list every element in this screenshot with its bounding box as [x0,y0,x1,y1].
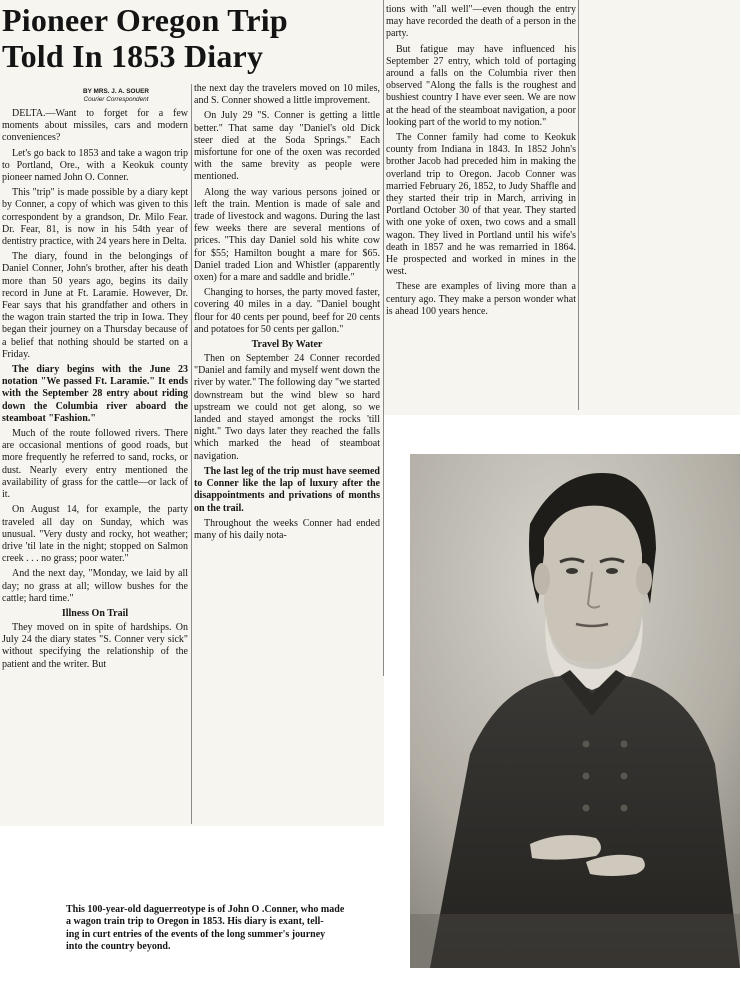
article-column-3 [386,4,576,414]
column-divider [383,0,384,676]
col1-paragraph: Let's go back to 1853 and take a wagon trip to Portland, Ore., with a Keokuk county pioneer named John O. Conner. [2,147,188,184]
col3-paragraph: These are examples of living more than a century ago. They make a person wonder what is ahead 100 years hence. [386,281,576,317]
photo-caption [66,904,402,953]
col2-paragraph: Throughout the weeks Conner had ended many of his daily nota- [194,517,380,541]
coat-button [621,805,628,812]
daguerreotype-photo [410,454,740,968]
coat-button [621,741,628,748]
col2-paragraph: the next day the travelers moved on 10 miles, and S. Conner showed a little improvement. [194,83,380,107]
col1-paragraph: DELTA.—Want to forget for a few moments about missiles, cars and modern conveniences? [2,108,188,144]
eye [606,568,618,574]
col3-paragraph: The Conner family had come to Keokuk county from Indiana in 1843. In 1852 John's brother Jacob had preceded him in making the overland trip to Oregon. Jacob Conner was married February 26, 1852, to Judy Shaffle and they started their trip in March, arriving in Portland October 30 of that year. They started with one yoke of oxen, two cows and a small wagon. They lived in Portland until his wife's death in 1857 and he was remarried in 1864. He prospected and worked in mines in the west. [386,132,576,278]
coat-button [621,773,628,780]
coat-button [583,741,590,748]
byline-author: BY MRS. J. A. SOUER [82,88,150,95]
col1-paragraph: On August 14, for example, the party traveled all day on Sunday, which was unusual. "Very dusty and rocky, hot weather; drive 'til late in the night; stopped on Salmon creek . . . no grass; poor water." [2,504,188,565]
col1-paragraph: And the next day, "Monday, we laid by all day; no grass at all; willow bushes for the cattle; hard time." [2,568,188,604]
eye [566,568,578,574]
col1-paragraph-bold: The diary begins with the June 23 notation "We passed Ft. Laramie." It ends with the September 28 entry about riding down the Columbia river aboard the steamboat "Fashion." [2,364,188,424]
col3-paragraph: But fatigue may have influenced his September 27 entry, which told of portaging around a falls on the Columbia river then observed "Along the falls is the roughest and bushiest country I have ever seen. We are now at the head of the steamboat navigation, a poor looking part of the world to my notion." [386,43,576,128]
caption-line: ing in curt entries of the events of the long summer's journey [66,928,326,940]
col2-paragraph-bold: The last leg of the trip must have seemed to Conner like the lap of luxury after the disappointments and privations of months on the trail. [194,465,380,514]
article-column-2 [194,83,380,673]
column-divider [191,84,192,824]
caption-line: into the country beyond. [66,940,171,952]
col1-paragraph: They moved on in spite of hardships. On July 24 the diary states "S. Conner very sick" without specifying the relationship of the patient and the writer. But [2,621,188,670]
photo-lower-shadow [410,914,740,968]
headline-line-1: Pioneer Oregon Trip [2,2,288,38]
ear [534,563,550,595]
article-column-1 [2,108,188,828]
byline [36,88,196,104]
col1-paragraph: The diary, found in the belongings of Daniel Conner, John's brother, after his death more than 50 years ago, begins its daily record in June at Ft. Laramie. However, Dr. Fear says that his grandfather and others in the wagon train started the trip in Iowa. They began their journey on a Thursday because of a belief that nothing should be started on a Friday. [2,251,188,360]
byline-role: Courier Correspondent [83,96,149,103]
face [544,506,642,663]
col1-paragraph: Much of the route followed rivers. There are occasional mentions of good roads, but more frequently he referred to sand, rocks, or dust. Nearly every entry mentioned the availability of grass for the cattle—or lack of it. [2,428,188,501]
col3-paragraph: tions with "all well"—even though the entry may have recorded the death of a person in the party. [386,4,576,40]
col2-paragraph: Along the way various persons joined or left the train. Mention is made of sale and trade of livestock and wagons. During the last few weeks there are several mentions of prices. "This day Daniel sold his white cow for $55; Hamilton bought a mare for $65. Daniel traded Lion and Whistler (apparently oxen) for a mare and saddle and bridle." [194,186,380,284]
coat-button [583,805,590,812]
caption-line: This 100-year-old daguerreotype is of John O .Conner, who made [66,904,345,915]
ear [636,563,652,595]
column-divider [578,0,579,410]
coat-button [583,773,590,780]
col2-paragraph: Then on September 24 Conner recorded "Daniel and family and myself went down the river by water." The following day "we started downstream but the wind blew so hard upstream we could not get along, so we landed and stayed amongst the rocks 'till night." Two days later they reached the falls which marked the head of steamboat navigation. [194,353,380,462]
portrait-illustration [410,454,740,968]
col2-paragraph: Changing to horses, the party moved faster, covering 40 miles in a day. "Daniel bought flour for 40 cents per pound, beef for 20 cents and potatoes for 50 cents per gallon." [194,287,380,335]
subhead-travel-by-water: Travel By Water [251,339,323,351]
subhead-illness: Illness On Trail [61,607,129,619]
caption-line: a wagon train trip to Oregon in 1853. His diary is exant, tell- [66,916,324,928]
col2-paragraph: On July 29 "S. Conner is getting a little better." That same day "Daniel's old Dick steer died at the Soda Springs." Each misfortune for one of the oxen was recorded with the same brevity as people were mentioned. [194,110,380,183]
col1-paragraph: This "trip" is made possible by a diary kept by Conner, a copy of which was given to this correspondent by a grandson, Dr. Milo Fear. Dr. Fear, 81, is now in his 54th year of dentistry practice, with 24 years here in Delta. [2,187,188,248]
headline-line-2: Told In 1853 Diary [2,38,264,74]
headline [2,2,374,74]
